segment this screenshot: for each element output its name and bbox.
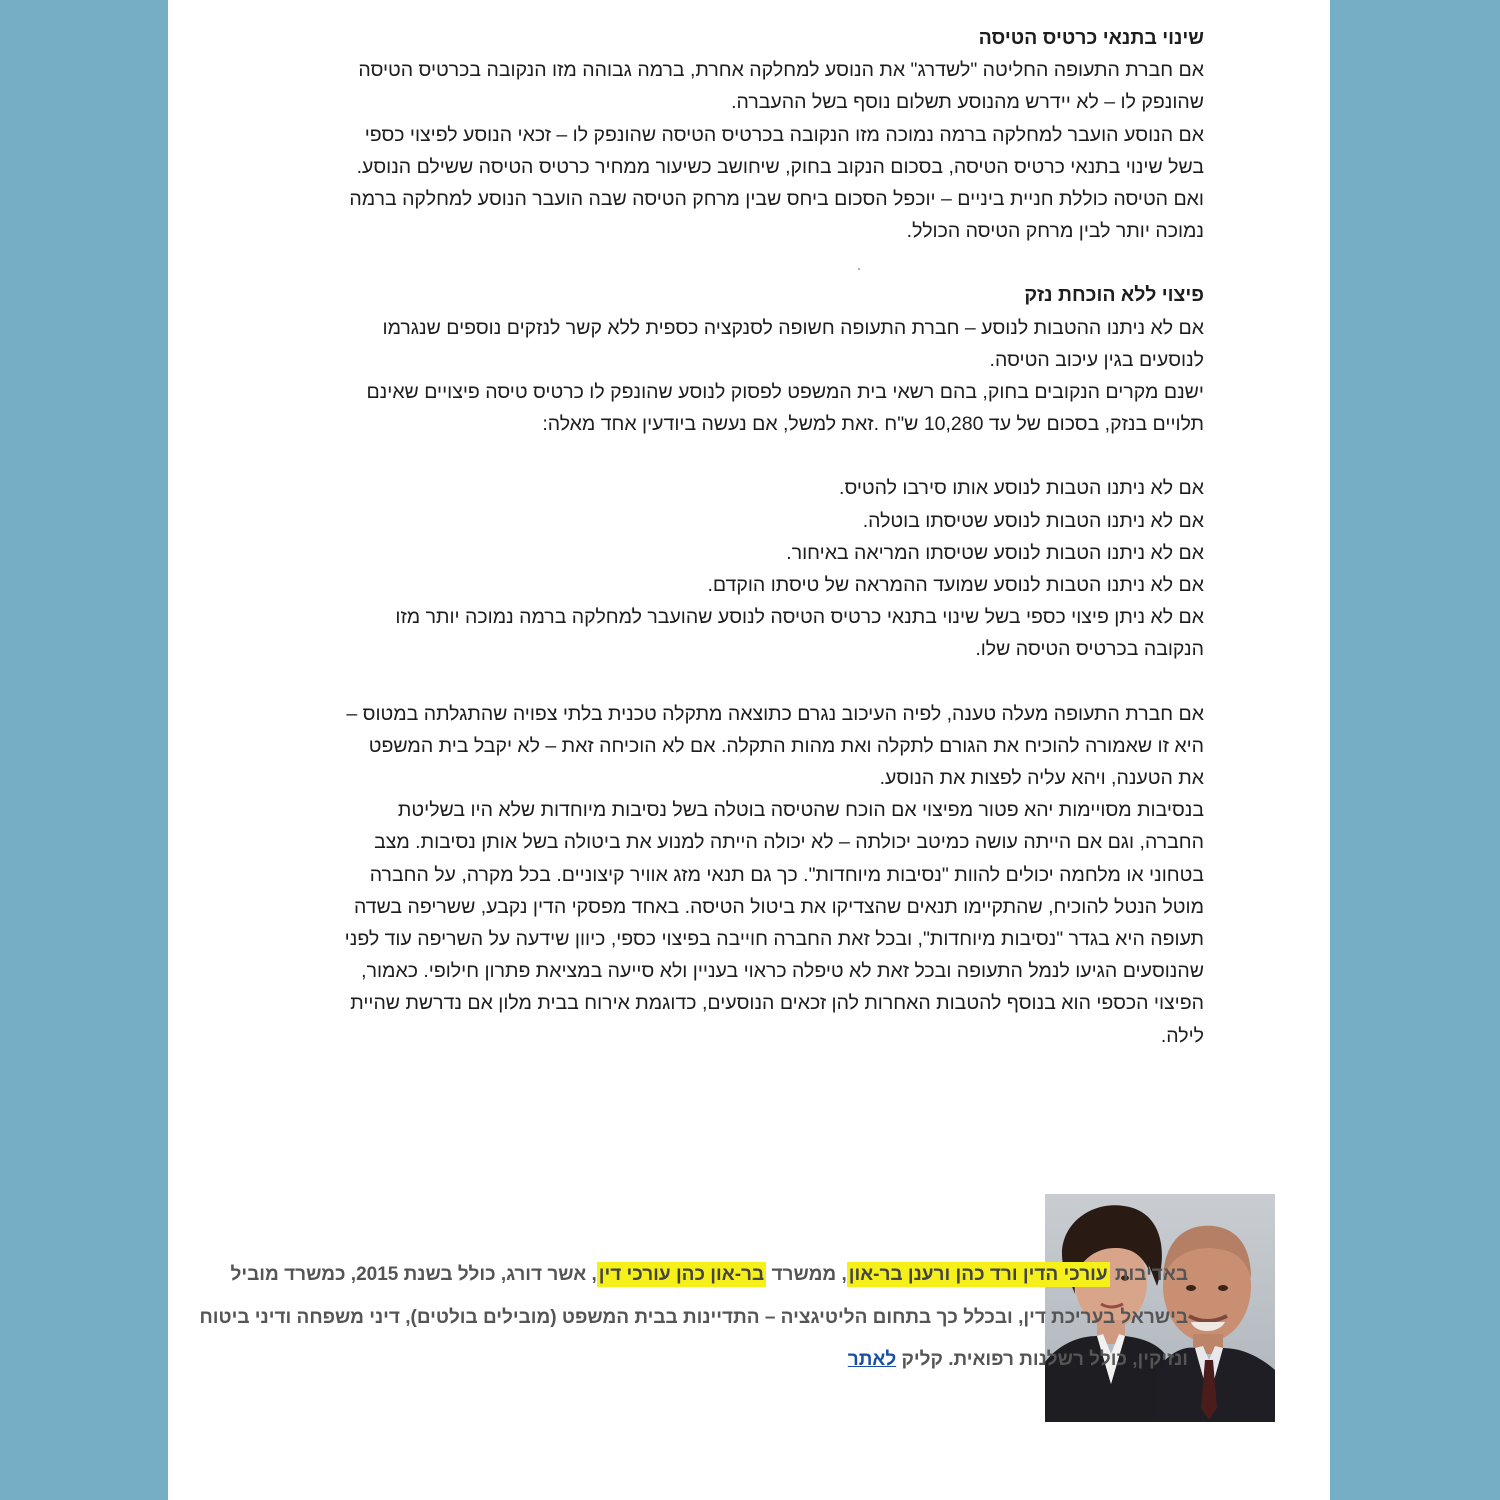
article-body [338, 22, 1204, 1052]
office-highlight: בר-און כהן עורכי דין [598, 1264, 765, 1285]
section-title: שינוי בתנאי כרטיס הטיסה [978, 27, 1204, 49]
site-link[interactable]: לאתר [847, 1349, 897, 1370]
list-item: אם לא ניתנו הטבות לנוסע אותו סירבו להטיס. [839, 477, 1204, 500]
scan-speck [858, 268, 860, 270]
list-item: אם לא ניתן פיצוי כספי בשל שינוי בתנאי כרטיס הטיסה לנוסע שהועבר למחלקה ברמה נמוכה יותר מזו הנקובה בכרטיס הטיסה שלו. [395, 606, 1204, 661]
credit-office-intro: , ממשרד [771, 1264, 847, 1285]
section-exemptions [338, 698, 1204, 1052]
section-title: פיצוי ללא הוכחת נזק [1024, 284, 1204, 307]
author-credit [188, 1254, 1188, 1382]
paragraph: בנסיבות מסויימות יהא פטור מפיצוי אם הוכח שהטיסה בוטלה בשל נסיבות מיוחדות שלא היו בשליטת החברה, וגם אם הייתה עושה כמיטב יכולתה – לא יכולה הייתה למנוע את ביטולה בשל אותן נסיבות. מצב בטחוני או מלחמה יכולים להוות "נסיבות מיוחדות". כך גם תנאי מזג אוויר קיצוניים. בכל מקרה, על החברה מוטל הנטל להוכיח, שהתקיימו תנאים שהצדיקו את ביטול הטיסה. באחד מפסקי הדין נקבע, ששריפה בשדה תעופה היא בגדר "נסיבות מיוחדות", ובכל זאת החברה חוייבה בפיצוי כספי, כיוון שידעה על השריפה עוד לפני שהנוסעים הגיעו לנמל התעופה ובכל זאת לא טיפלה כראוי בעניין ולא סייעה במציאת פתרון חילופי. כאמור, הפיצוי הכספי הוא בנוסף להטבות האחרות להן זכאים הנוסעים, כדוגמת אירוח בבית מלון אם נדרשת שהיית לילה. [344, 799, 1204, 1047]
document-page [168, 0, 1330, 1500]
list-item: אם לא ניתנו הטבות לנוסע שמועד ההמראה של טיסתו הוקדם. [707, 574, 1204, 597]
paragraph: אם לא ניתנו ההטבות לנוסע – חברת התעופה חשופה לסנקציה כספית ללא קשר לנזקים נוספים שנגרמו לנוסעים בגין עיכוב הטיסה. [382, 316, 1204, 371]
paragraph: ישנם מקרים הנקובים בחוק, בהם רשאי בית המשפט לפסוק לנוסע שהונפק לו כרטיס טיסה פיצויים שאינם תלויים בנזק, בסכום של עד 10,280 ש"ח .זאת למשל, אם נעשה ביודעין אחד מאלה: [366, 381, 1204, 436]
credit-prefix: באדיבות [1114, 1264, 1188, 1285]
section-ticket-change [338, 22, 1204, 247]
credit-description: , אשר דורג, כולל בשנת 2015, כמשרד מוביל בישראל בעריכת דין, ובכלל כך בתחום הליטיגציה – התדיינות בבית המשפט (מובילים בולטים), דיני משפחה ודיני ביטוח ונזיקין, כולל רשלנות רפואית. קליק [199, 1264, 1188, 1370]
paragraph: אם חברת התעופה מעלה טענה, לפיה העיכוב נגרם כתוצאה מתקלה טכנית בלתי צפויה שהתגלתה במטוס – היא זו שאמורה להוכיח את הגורם לתקלה ואת מהות התקלה. אם לא הוכיחה זאת – לא יקבל בית המשפט את הטענה, ויהא עליה לפצות את הנוסע. [346, 702, 1204, 790]
list-item: אם לא ניתנו הטבות לנוסע שטיסתו בוטלה. [862, 509, 1204, 532]
paragraph: אם חברת התעופה החליטה "לשדרג" את הנוסע למחלקה אחרת, ברמה גבוהה מזו הנקובה בכרטיס הטיסה שהונפק לו – לא יידרש מהנוסע תשלום נוסף בשל ההעברה. [358, 59, 1204, 114]
authors-highlight: עורכי הדין ורד כהן ורענן בר-און [848, 1264, 1108, 1285]
paragraph: אם הנוסע הועבר למחלקה ברמה נמוכה מזו הנקובה בכרטיס הטיסה שהונפק לו – זכאי הנוסע לפיצוי כספי בשל שינוי בתנאי כרטיס הטיסה, בסכום הנקוב בחוק, שיחושב כשיעור ממחיר כרטיס הטיסה ששילם הנוסע. ואם הטיסה כוללת חניית ביניים – יוכפל הסכום ביחס שבין מרחק הטיסה שבה הועבר הנוסע למחלקה ברמה נמוכה יותר לבין מרחק הטיסה הכולל. [349, 123, 1204, 243]
conditions-list [338, 472, 1204, 665]
section-compensation [338, 279, 1204, 440]
list-item: אם לא ניתנו הטבות לנוסע שטיסתו המריאה באיחור. [786, 541, 1204, 564]
